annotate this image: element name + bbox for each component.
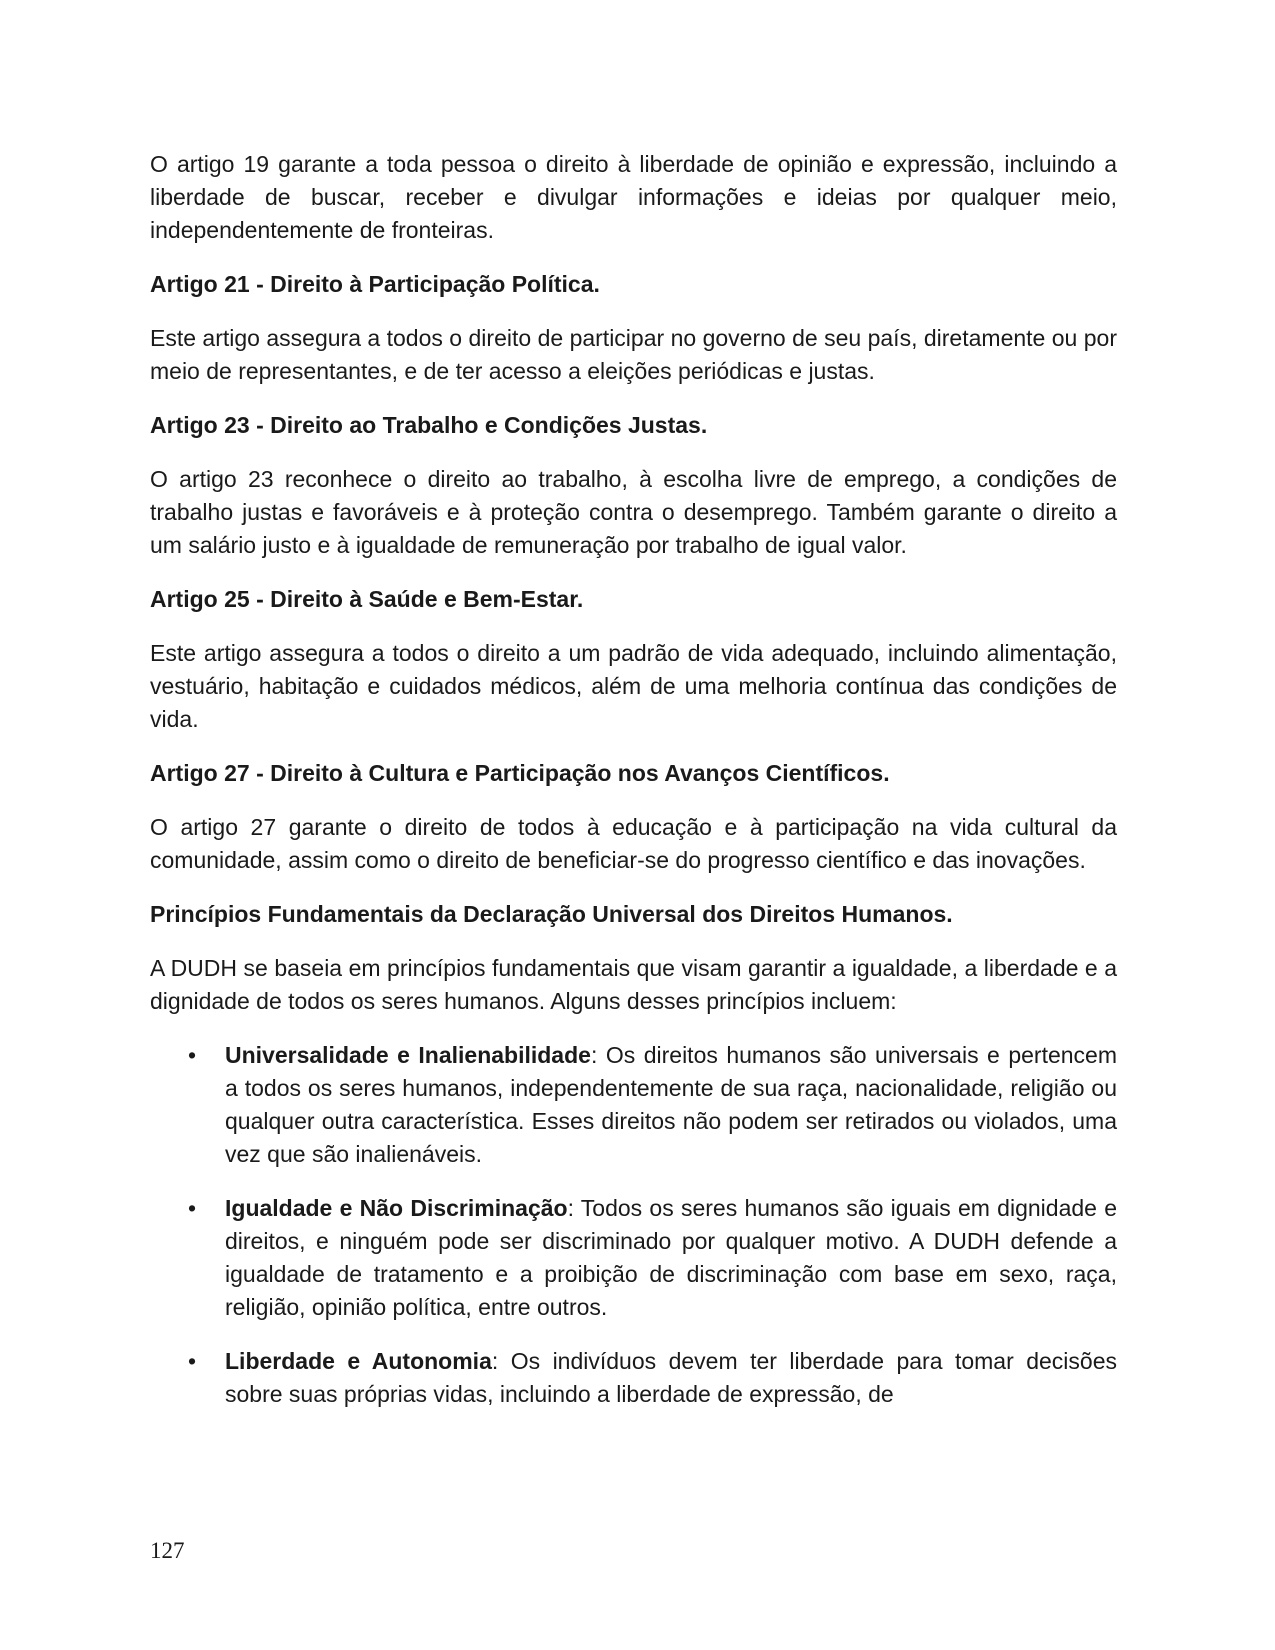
list-item-text: : Os direitos humanos são universais e pertencem a todos os seres humanos, independentemente de sua raça, nacionalidade, religião ou qualquer outra característica. Esses direitos não podem ser retirados ou violados, uma vez que são inalienáveis. <box>225 1042 1118 1167</box>
bullet-icon: • <box>188 1042 197 1068</box>
page-number: 127 <box>150 1538 185 1563</box>
heading-artigo-23: Artigo 23 - Direito ao Trabalho e Condições Justas. <box>150 412 708 438</box>
principles-list <box>150 1039 1117 1411</box>
heading-artigo-27: Artigo 27 - Direito à Cultura e Participação nos Avanços Científicos. <box>150 760 890 786</box>
list-item-term: Universalidade e Inalienabilidade <box>225 1042 591 1068</box>
list-item <box>150 1192 1117 1324</box>
paragraph-artigo-25: Este artigo assegura a todos o direito a um padrão de vida adequado, incluindo alimentação, vestuário, habitação e cuidados médicos, além de uma melhoria contínua das condições de vida. <box>150 640 1117 732</box>
list-item-text: : Os indivíduos devem ter liberdade para tomar decisões sobre suas próprias vidas, incluindo a liberdade de expressão, de <box>225 1348 1117 1407</box>
bullet-icon: • <box>188 1195 197 1221</box>
paragraph-artigo-21: Este artigo assegura a todos o direito de participar no governo de seu país, diretamente ou por meio de representantes, e de ter acesso a eleições periódicas e justas. <box>150 325 1117 384</box>
heading-artigo-25: Artigo 25 - Direito à Saúde e Bem-Estar. <box>150 586 584 612</box>
heading-artigo-21: Artigo 21 - Direito à Participação Política. <box>150 271 600 297</box>
paragraph-principios: A DUDH se baseia em princípios fundamentais que visam garantir a igualdade, a liberdade e a dignidade de todos os seres humanos. Alguns desses princípios incluem: <box>150 955 1117 1014</box>
bullet-icon: • <box>188 1348 197 1374</box>
list-item <box>150 1039 1117 1171</box>
list-item-text: : Todos os seres humanos são iguais em dignidade e direitos, e ninguém pode ser discriminado por qualquer motivo. A DUDH defende a igualdade de tratamento e a proibição de discriminação com base em sexo, raça, religião, opinião política, entre outros. <box>225 1195 1117 1320</box>
list-item <box>150 1345 1117 1411</box>
paragraph-artigo-23: O artigo 23 reconhece o direito ao trabalho, à escolha livre de emprego, a condições de trabalho justas e favoráveis e à proteção contra o desemprego. Também garante o direito a um salário justo e à igualdade de remuneração por trabalho de igual valor. <box>150 466 1117 558</box>
list-item-term: Igualdade e Não Discriminação <box>225 1195 568 1221</box>
heading-principios: Princípios Fundamentais da Declaração Universal dos Direitos Humanos. <box>150 901 953 927</box>
paragraph-artigo-27: O artigo 27 garante o direito de todos à educação e à participação na vida cultural da comunidade, assim como o direito de beneficiar-se do progresso científico e das inovações. <box>150 814 1117 873</box>
paragraph-artigo-19: O artigo 19 garante a toda pessoa o direito à liberdade de opinião e expressão, incluindo a liberdade de buscar, receber e divulgar informações e ideias por qualquer meio, independentemente de fronteiras. <box>150 151 1117 243</box>
list-item-term: Liberdade e Autonomia <box>225 1348 492 1374</box>
page-body <box>150 148 1117 1432</box>
